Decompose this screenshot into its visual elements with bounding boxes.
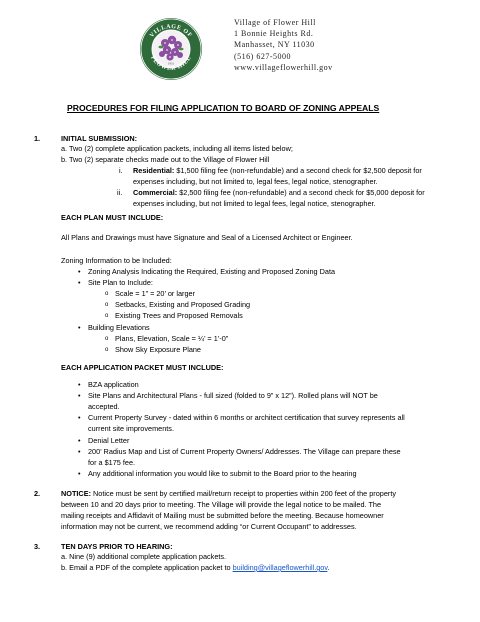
notice-line: information may not be current, we recommend adding “or Current Occupant” to addresses.: [61, 522, 357, 531]
list-item: • Site Plans and Architectural Plans - full sized (folded to 9” x 12”). Rolled plans will NOT be: [88, 392, 378, 401]
page-title: PROCEDURES FOR FILING APPLICATION TO BOARD OF ZONING APPEALS: [67, 103, 380, 113]
svg-text:VILLAGE OF: VILLAGE OF: [149, 23, 193, 39]
list-item: • BZA application: [88, 381, 139, 390]
subheading: EACH APPLICATION PACKET MUST INCLUDE:: [61, 363, 224, 372]
list-item: • 200’ Radius Map and List of Current Property Owners/ Addresses. The Village can prepare these: [88, 448, 401, 457]
list-item: a. Nine (9) additional complete application packets.: [61, 552, 227, 561]
list-item: • Zoning Analysis Indicating the Required, Existing and Proposed Zoning Data: [88, 268, 335, 277]
website-link[interactable]: www.villageflowerhill.gov: [234, 62, 333, 72]
roman-numeral: ii.: [117, 188, 123, 197]
notice-line: between 10 and 20 days prior to meeting. The Village will provide the legal notice to be mailed. The: [61, 500, 382, 509]
subheading: EACH PLAN MUST INCLUDE:: [61, 213, 164, 222]
list-item: [133, 189, 425, 198]
zoning-intro: Zoning Information to be Included:: [61, 256, 172, 265]
list-item-cont: accepted.: [88, 402, 120, 411]
list-item: • Any additional information you would like to submit to the Board prior to the hearing: [88, 470, 357, 479]
sub-list-item: o Plans, Elevation, Scale = ¼’ = 1’-0”: [115, 335, 228, 344]
list-item-cont: expenses including, but not limited to, legal fees, legal notice, stenographer.: [133, 177, 378, 186]
list-item: • Denial Letter: [88, 437, 129, 446]
section-heading: TEN DAYS PRIOR TO HEARING:: [61, 542, 173, 551]
village-seal-logo: [139, 17, 203, 81]
sub-list-item: o Show Sky Exposure Plane: [115, 346, 201, 355]
list-item: [61, 564, 330, 573]
fee-label: Residential:: [133, 166, 175, 175]
list-item: [133, 167, 422, 176]
fee-label: Commercial:: [133, 188, 178, 197]
roman-numeral: i.: [119, 166, 123, 175]
notice-line: [61, 490, 396, 499]
address-line: Village of Flower Hill: [234, 18, 316, 27]
fee-text: $2,500 filing fee (non-refundable) and a second check for $5,000 deposit for: [177, 188, 425, 197]
address-line: (516) 627-5000: [234, 51, 291, 61]
notice-line: mailing receipts and Affidavit of Mailing must be submitted before the meeting. Because homeowner: [61, 511, 384, 520]
email-link[interactable]: building@villageflowerhill.gov: [232, 563, 328, 572]
section-heading: INITIAL SUBMISSION:: [61, 134, 138, 143]
sub-list-item: o Scale = 1” = 20’ or larger: [115, 290, 195, 299]
email-text: b. Email a PDF of the complete application packet to: [61, 563, 233, 572]
address-block: [234, 17, 333, 73]
fee-text: $1,500 filing fee (non-refundable) and a second check for $2,500 deposit for: [174, 166, 422, 175]
seal-year: 1931: [168, 61, 174, 66]
address-line: Manhasset, NY 11030: [234, 40, 315, 50]
plan-note: All Plans and Drawings must have Signature and Seal of a Licensed Architect or Engineer.: [61, 233, 353, 242]
section-number: 1.: [34, 134, 41, 143]
list-item: • Site Plan to Include:: [88, 279, 153, 288]
list-item: • Building Elevations: [88, 324, 150, 333]
list-item-cont: current site improvements.: [88, 424, 174, 433]
section-number: 3.: [34, 542, 41, 551]
list-item: • Current Property Survey - dated within 6 months or architect certification that survey represents all: [88, 414, 405, 423]
list-item: a. Two (2) complete application packets, including all items listed below;: [61, 144, 293, 153]
notice-text: Notice must be sent by certified mail/return receipt to properties within 200 feet of the property: [91, 489, 396, 498]
list-item: b. Two (2) separate checks made out to the Village of Flower Hill: [61, 155, 270, 164]
address-line: 1 Bonnie Heights Rd.: [234, 29, 314, 39]
notice-label: NOTICE:: [61, 489, 91, 498]
sub-list-item: o Setbacks, Existing and Proposed Grading: [115, 301, 250, 310]
sub-list-item: o Existing Trees and Proposed Removals: [115, 312, 243, 321]
list-item-cont: for a $175 fee.: [88, 458, 136, 467]
email-end: .: [327, 563, 330, 572]
svg-text:FLOWER HILL: FLOWER HILL: [149, 55, 193, 72]
list-item-cont: expenses including, but not limited to legal fees, legal notice, stenographer.: [133, 199, 376, 208]
section-number: 2.: [34, 489, 41, 498]
